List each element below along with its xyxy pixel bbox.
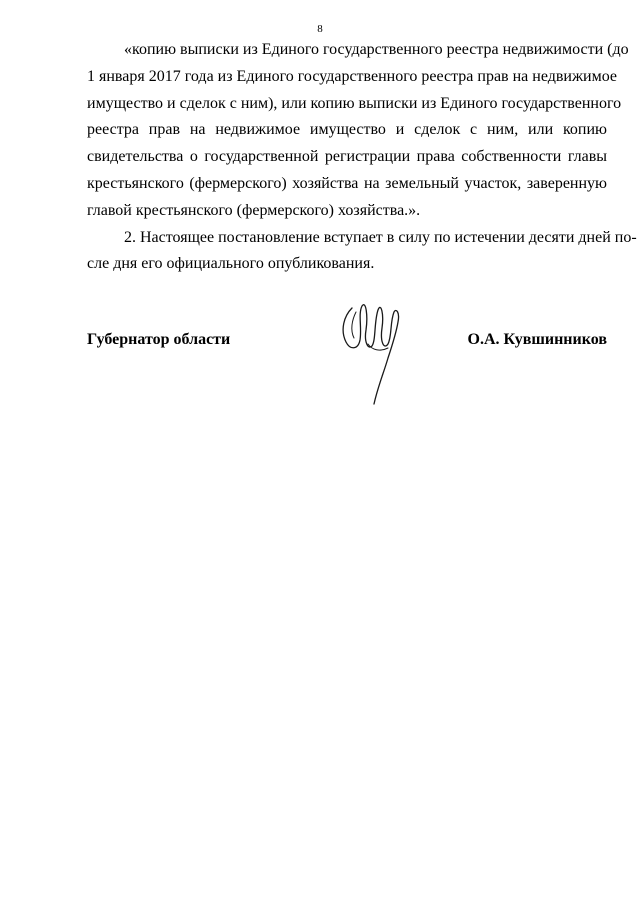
text-line: сле дня его официального опубликования. [87,255,375,273]
document-body [87,37,637,278]
text-line: реестра прав на недвижимое имущество и сделок с ним, или копию [87,121,607,139]
text-line: 2. Настоящее постановление вступает в силу по истечении десяти дней по- [124,228,637,246]
signer-title: Губернатор области [87,331,231,348]
signer-name: О.А. Кувшинников [467,331,607,348]
text-line: 1 января 2017 года из Единого государственного реестра прав на недвижимое [87,67,618,85]
text-line: «копию выписки из Единого государственного реестра недвижимости (до [124,41,629,58]
paragraph-amendment [87,37,629,225]
text-line: крестьянского (фермерского) хозяйства на земельный участок, заверенную [87,174,607,192]
handwritten-signature [338,300,408,408]
text-line: главой крестьянского (фермерского) хозяйства.». [87,201,421,219]
paragraph-effective-date [87,225,637,279]
text-line: свидетельства о государственной регистрации права собственности главы [87,148,607,166]
page-number: 8 [317,23,323,35]
text-line: имущество и сделок с ним), или копию выписки из Единого государственного [87,94,622,112]
